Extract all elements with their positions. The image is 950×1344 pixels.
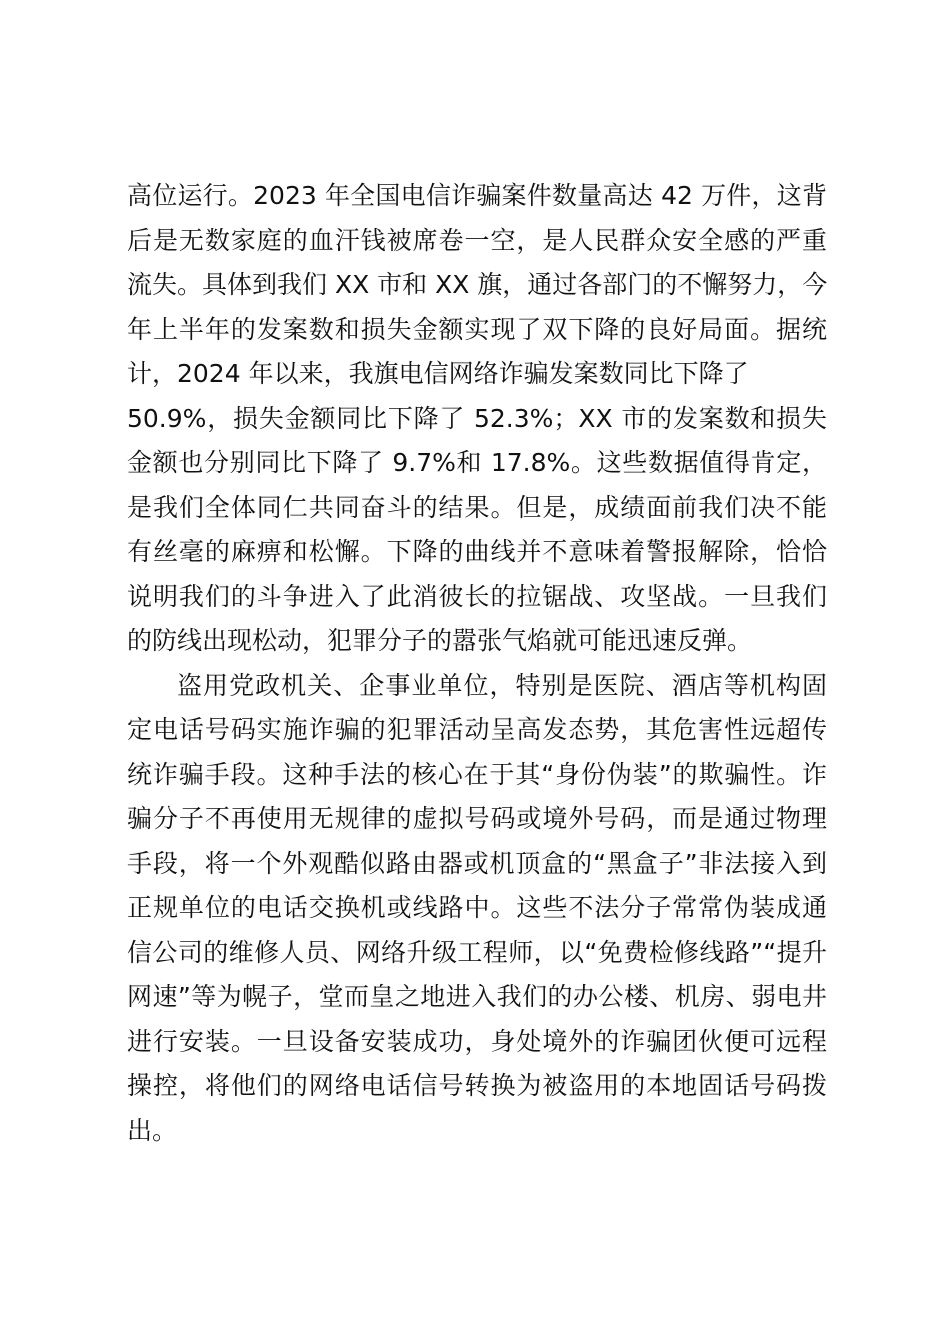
text-line: 网速”等为幌子，堂而皇之地进入我们的办公楼、机房、弱电井 (127, 982, 827, 1011)
text-line: 是我们全体同仁共同奋斗的结果。但是，成绩面前我们决不能 (127, 492, 827, 522)
paragraph-1 (127, 174, 827, 664)
text-line: 操控，将他们的网络电话信号转换为被盗用的本地固话号码拨 (127, 1071, 827, 1100)
text-line: 定电话号码实施诈骗的犯罪活动呈高发态势，其危害性远超传 (127, 715, 827, 744)
text-line: 说明我们的斗争进入了此消彼长的拉锯战、攻坚战。一旦我们 (127, 581, 827, 611)
text-line: 计，2024 年以来，我旗电信网络诈骗发案数同比下降了 (127, 359, 749, 388)
text-line: 信公司的维修人员、网络升级工程师，以“免费检修线路”“提升 (127, 937, 827, 967)
text-line: 金额也分别同比下降了 9.7%和 17.8%。这些数据值得肯定， (127, 448, 827, 477)
text-line: 出。 (127, 1115, 178, 1145)
text-line: 后是无数家庭的血汗钱被席卷一空，是人民群众安全感的严重 (127, 225, 827, 255)
text-line: 流失。具体到我们 XX 市和 XX 旗，通过各部门的不懈努力，今 (127, 270, 828, 299)
text-line: 的防线出现松动，犯罪分子的嚣张气焰就可能迅速反弹。 (127, 626, 753, 655)
text-line: 手段，将一个外观酷似路由器或机顶盒的“黑盒子”非法接入到 (127, 848, 827, 878)
text-line: 进行安装。一旦设备安装成功，身处境外的诈骗团伙便可远程 (127, 1026, 827, 1056)
text-line: 盗用党政机关、企事业单位，特别是医院、酒店等机构固 (177, 670, 827, 700)
text-line: 统诈骗手段。这种手法的核心在于其“身份伪装”的欺骗性。诈 (127, 759, 827, 789)
document-body (127, 174, 827, 1153)
paragraph-2 (127, 664, 827, 1154)
text-line: 50.9%，损失金额同比下降了 52.3%；XX 市的发案数和损失 (127, 403, 827, 433)
text-line: 骗分子不再使用无规律的虚拟号码或境外号码，而是通过物理 (127, 804, 827, 833)
text-line: 年上半年的发案数和损失金额实现了双下降的良好局面。据统 (127, 314, 827, 344)
text-line: 高位运行。2023 年全国电信诈骗案件数量高达 42 万件，这背 (127, 181, 827, 210)
text-line: 正规单位的电话交换机或线路中。这些不法分子常常伪装成通 (127, 893, 827, 922)
text-line: 有丝毫的麻痹和松懈。下降的曲线并不意味着警报解除，恰恰 (127, 537, 827, 566)
